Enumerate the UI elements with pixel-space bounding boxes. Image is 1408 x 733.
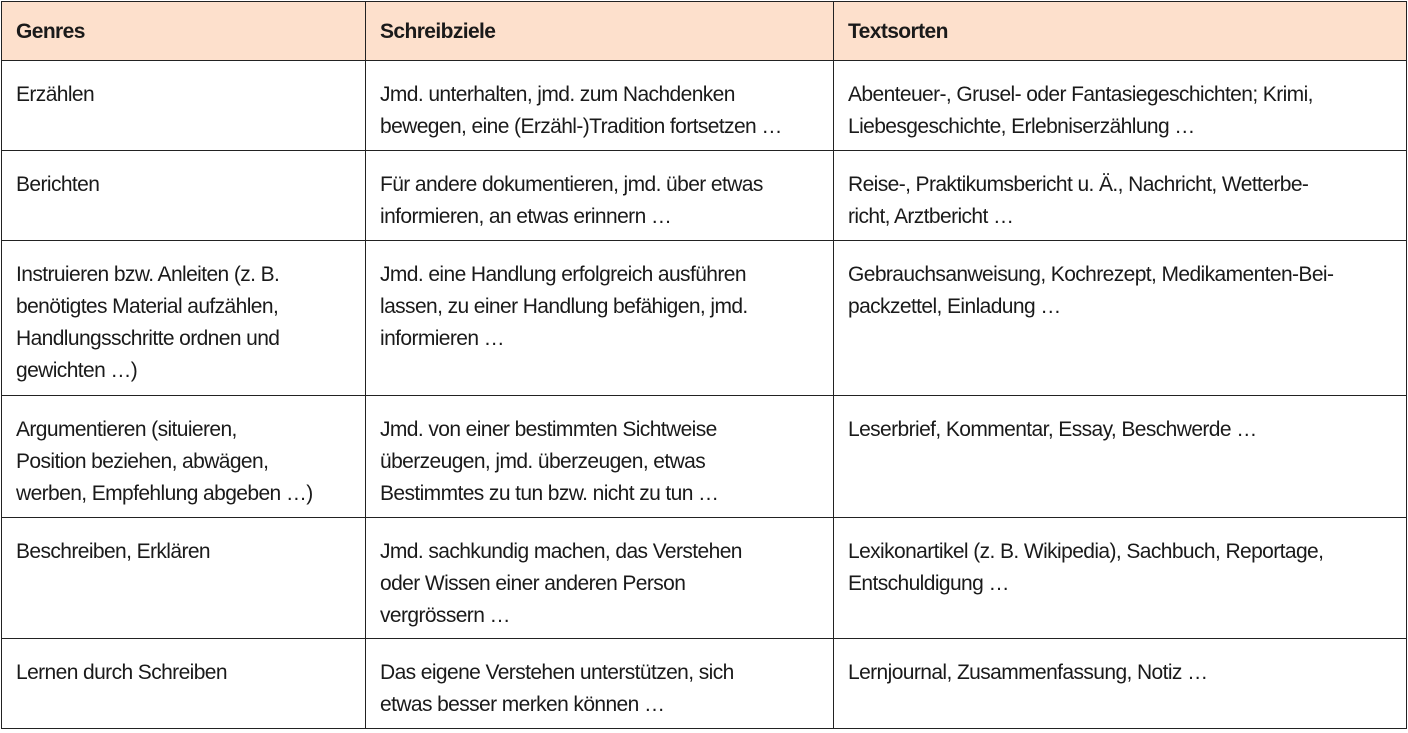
cell-line: Instruieren bzw. Anleiten (z. B. — [16, 263, 280, 286]
header-schreibziele: Schreibziele — [366, 2, 834, 61]
genre-cell — [2, 151, 366, 241]
schreibziele-cell — [366, 639, 834, 729]
cell-line: vergrössern … — [380, 604, 510, 627]
textsorten-cell — [834, 61, 1407, 151]
schreibziele-cell — [366, 241, 834, 396]
cell-line: lassen, zu einer Handlung befähigen, jmd. — [380, 295, 748, 318]
table-row — [2, 518, 1407, 639]
cell-line: bewegen, eine (Erzähl-)Tradition fortsetzen … — [380, 115, 782, 138]
cell-line: Berichten — [16, 173, 100, 196]
table-row — [2, 151, 1407, 241]
textsorten-cell — [834, 151, 1407, 241]
genre-cell — [2, 518, 366, 639]
cell-line: oder Wissen einer anderen Person — [380, 572, 686, 595]
table-row — [2, 61, 1407, 151]
schreibziele-cell — [366, 151, 834, 241]
schreibziele-cell — [366, 396, 834, 518]
cell-line: Abenteuer-, Grusel- oder Fantasiegeschichten; Krimi, — [848, 83, 1313, 106]
textsorten-cell — [834, 396, 1407, 518]
cell-line: benötigtes Material aufzählen, — [16, 295, 279, 318]
header-row — [2, 2, 1407, 61]
header-genres: Genres — [2, 2, 366, 61]
cell-line: Entschuldigung … — [848, 572, 1009, 595]
cell-line: Reise-, Praktikumsbericht u. Ä., Nachricht, Wetterbe- — [848, 173, 1309, 196]
schreibziele-cell — [366, 518, 834, 639]
cell-line: Jmd. unterhalten, jmd. zum Nachdenken — [380, 83, 735, 106]
cell-line: Position beziehen, abwägen, — [16, 450, 269, 473]
cell-line: Das eigene Verstehen unterstützen, sich — [380, 661, 734, 684]
genre-cell — [2, 639, 366, 729]
header-textsorten: Textsorten — [834, 2, 1407, 61]
genre-cell — [2, 61, 366, 151]
table-row — [2, 639, 1407, 729]
cell-line: Leserbrief, Kommentar, Essay, Beschwerde … — [848, 418, 1257, 441]
cell-line: etwas besser merken können … — [380, 693, 665, 716]
cell-line: Lernjournal, Zusammenfassung, Notiz … — [848, 661, 1208, 684]
cell-line: Erzählen — [16, 83, 95, 106]
textsorten-cell — [834, 639, 1407, 729]
cell-line: Lernen durch Schreiben — [16, 661, 227, 684]
cell-line: Jmd. von einer bestimmten Sichtweise — [380, 418, 717, 441]
cell-line: richt, Arztbericht … — [848, 205, 1014, 228]
cell-line: Bestimmtes zu tun bzw. nicht zu tun … — [380, 482, 719, 505]
schreibziele-cell — [366, 61, 834, 151]
cell-line: informieren … — [380, 327, 505, 350]
cell-line: gewichten …) — [16, 359, 138, 382]
genre-cell — [2, 396, 366, 518]
cell-line: packzettel, Einladung … — [848, 295, 1061, 318]
genres-table — [1, 1, 1407, 729]
cell-line: Jmd. sachkundig machen, das Verstehen — [380, 540, 742, 563]
cell-line: Für andere dokumentieren, jmd. über etwas — [380, 173, 763, 196]
cell-line: informieren, an etwas erinnern … — [380, 205, 672, 228]
table-row — [2, 241, 1407, 396]
cell-line: Lexikonartikel (z. B. Wikipedia), Sachbuch, Reportage, — [848, 540, 1324, 563]
cell-line: werben, Empfehlung abgeben …) — [16, 482, 313, 505]
textsorten-cell — [834, 518, 1407, 639]
cell-line: Argumentieren (situieren, — [16, 418, 237, 441]
cell-line: Beschreiben, Erklären — [16, 540, 211, 563]
textsorten-cell — [834, 241, 1407, 396]
cell-line: Handlungsschritte ordnen und — [16, 327, 280, 350]
cell-line: Liebesgeschichte, Erlebniserzählung … — [848, 115, 1195, 138]
cell-line: überzeugen, jmd. überzeugen, etwas — [380, 450, 706, 473]
table-row — [2, 396, 1407, 518]
genre-cell — [2, 241, 366, 396]
cell-line: Gebrauchsanweisung, Kochrezept, Medikamenten-Bei- — [848, 263, 1334, 286]
cell-line: Jmd. eine Handlung erfolgreich ausführen — [380, 263, 746, 286]
